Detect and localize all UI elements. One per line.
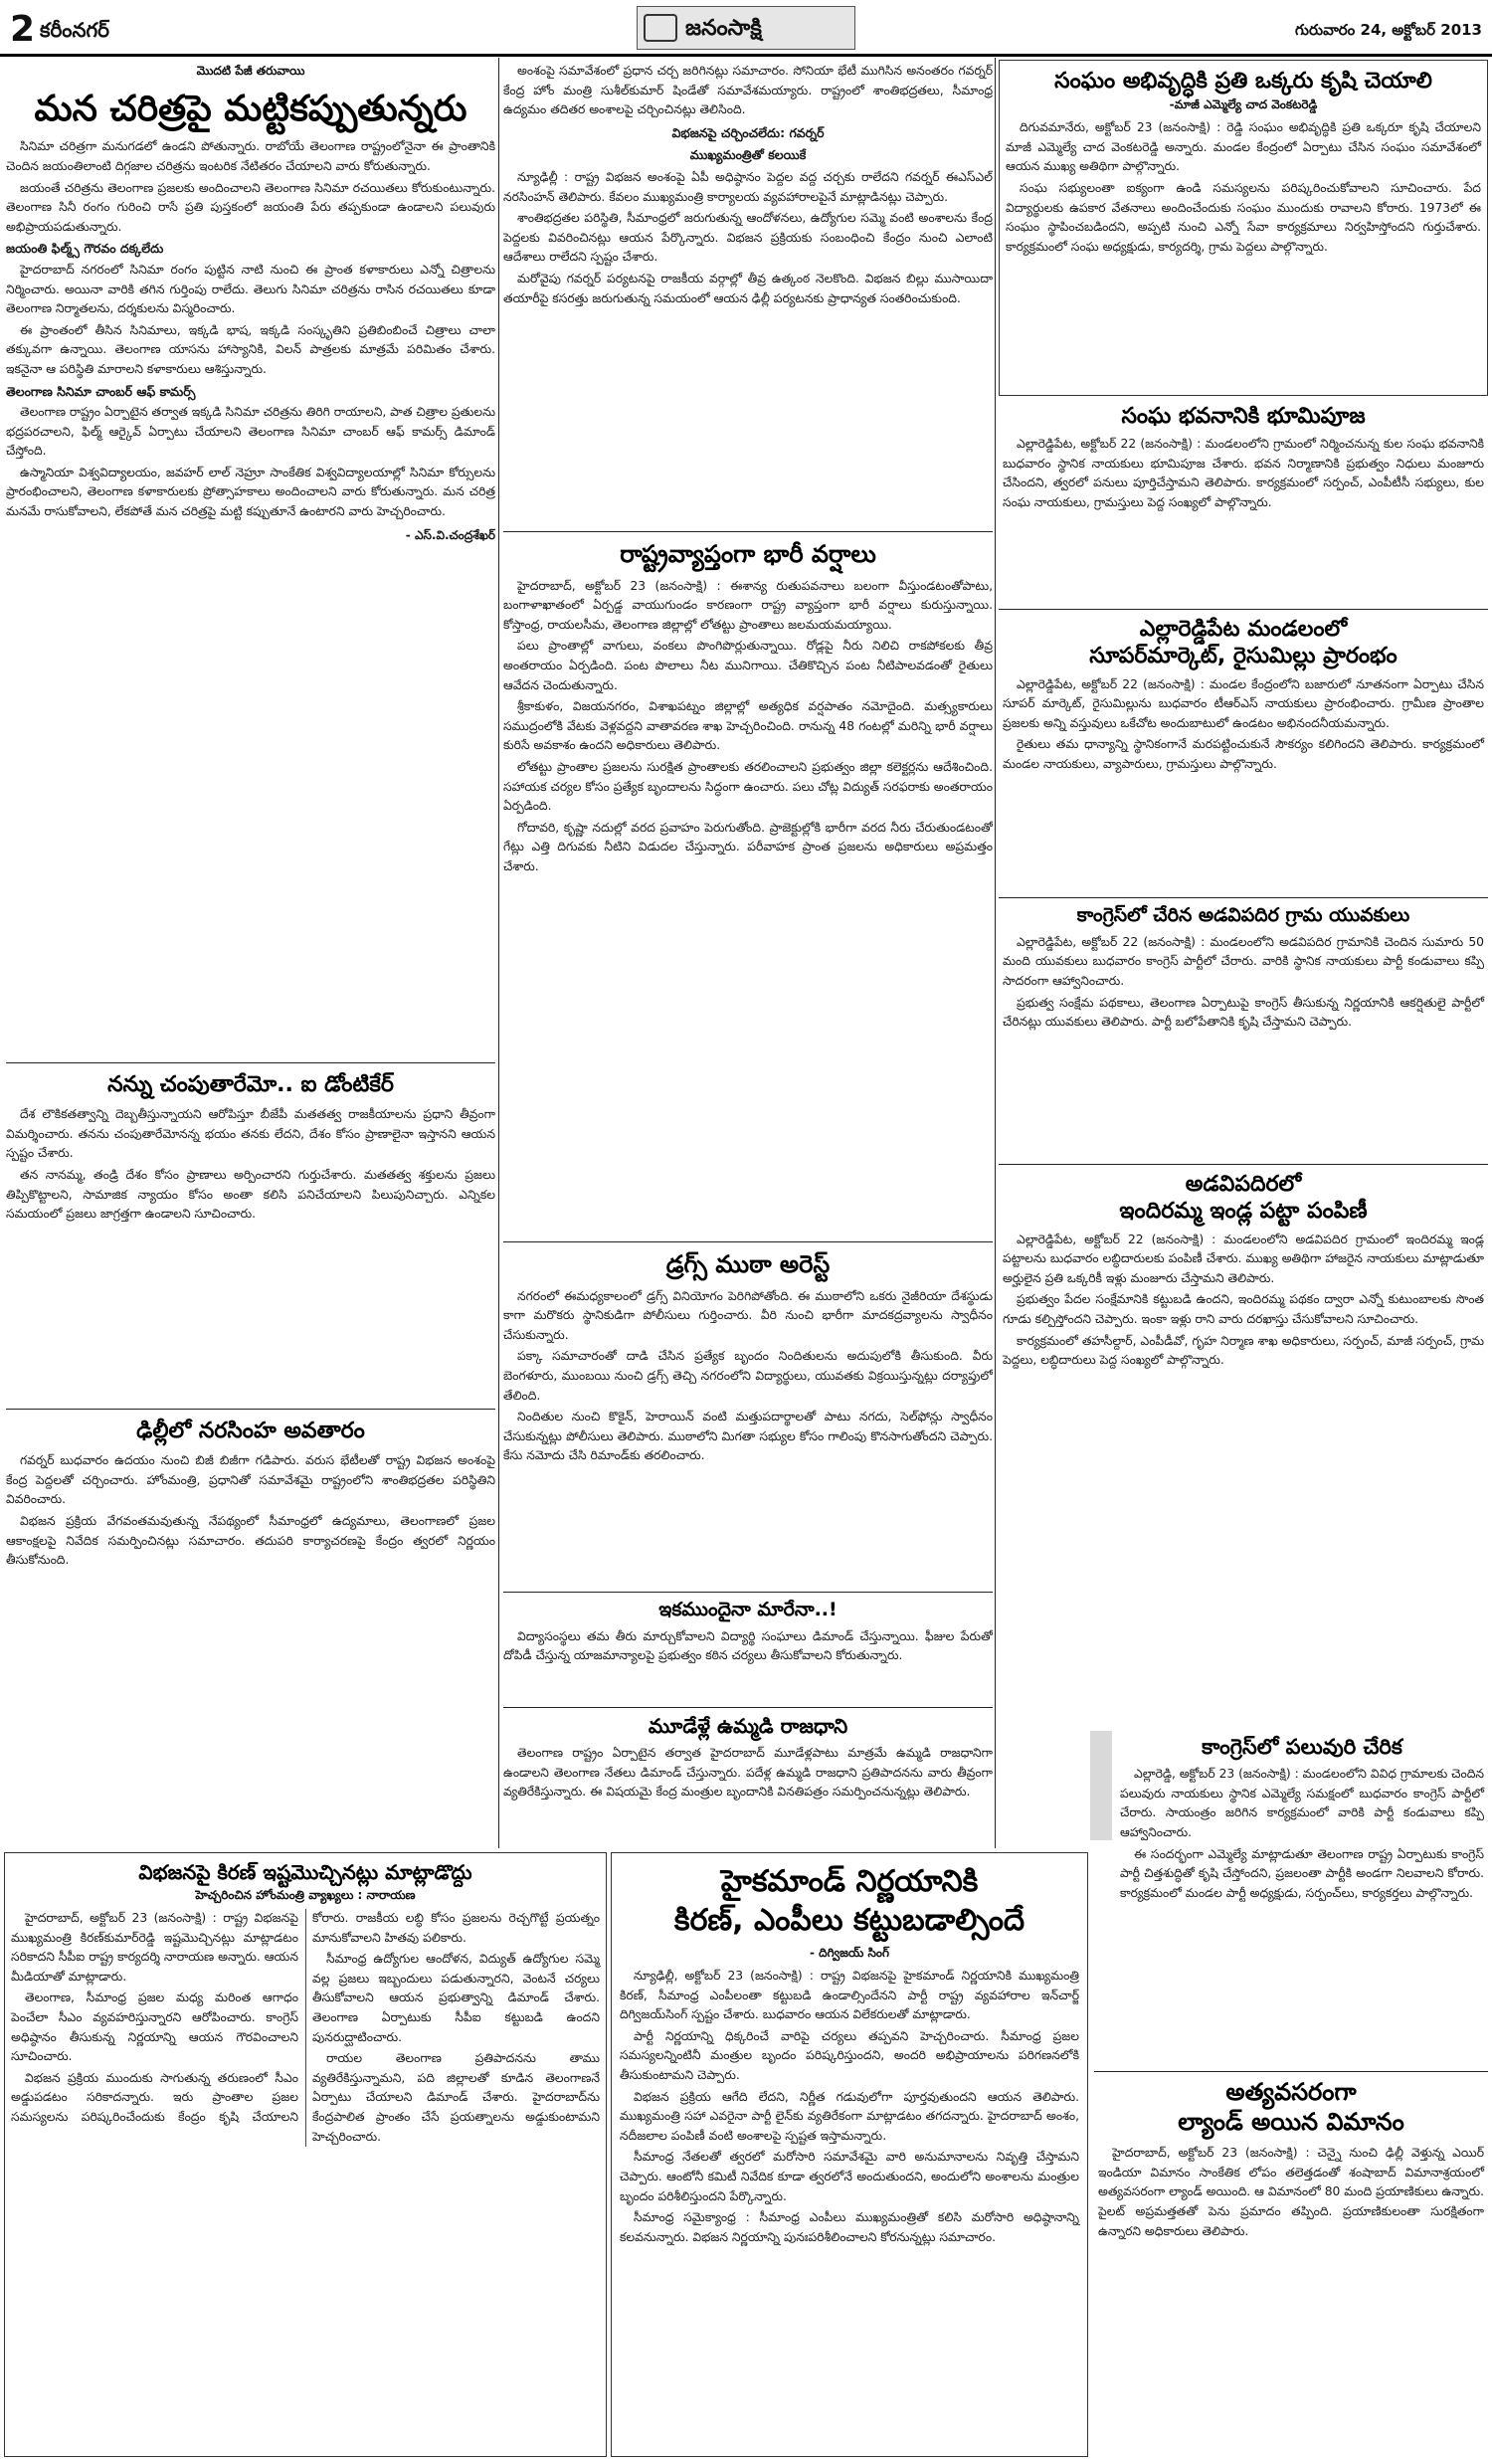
article-joining	[1116, 1731, 1488, 2069]
article-headline: విభజనపై కిరణ్ ఇష్టమొచ్చినట్లు మాట్లాడొద్దు	[138, 1860, 472, 1884]
article-subhead: విభజనపై చర్చించలేదు: గవర్నర్	[671, 124, 825, 140]
article-paragraph: జయంతే చరిత్రను తెలంగాణ ప్రజలకు అందించాలని తెలంగాణ సినిమా రచయితలు కోరుకుంటున్నారు. తెలంగాణ సినీ రంగం గురించి రాసే ప్రతి పుస్తకంలో జయంతి పేరు తప్పకుండా ఉండాలని పలువురు అభిప్రాయపడుతున్నారు.	[6, 180, 495, 234]
article-paragraph: హైదరాబాద్ నగరంలో సినిమా రంగం పుట్టిన నాటి నుంచి ఈ ప్రాంత కళాకారులు ఎన్నో చిత్రాలను నిర్మించారు. అయినా వారికి తగిన గుర్తింపు రాలేదు. తెలుగు సినిమా చరిత్రను రాసిన రచయితలు కూడా తెలంగాణ నిర్మాతలను, దర్శకులను విస్మరించారు.	[6, 262, 495, 316]
decorative-block	[1090, 1731, 1112, 1840]
article-paragraph: హైదరాబాద్, అక్టోబర్ 23 (జనంసాక్షి) : చెన్నై నుంచి ఢిల్లీ వెళ్తున్న ఎయిర్ ఇండియా విమానం సాంకేతిక లోపం తలెత్తడంతో శంషాబాద్ విమానాశ్రయంలో అత్యవసరంగా ల్యాండ్ అయింది. ఆ విమానంలో 80 మంది ప్రయాణికులు ఉన్నారు. పైలట్ అప్రమత్తతతో పెను ప్రమాదం తప్పింది. ప్రయాణికులంతా సురక్షితంగా ఉన్నారని అధికారులు తెలిపారు.	[1098, 2146, 1484, 2238]
issue-date: గురువారం 24, అక్టోబర్ 2013	[1295, 21, 1482, 39]
article-paragraph: దిగువమానేరు, అక్టోబర్ 23 (జనంసాక్షి) : రెడ్డి సంఘం అభివృద్ధికి ప్రతి ఒక్కరూ కృషి చేయాలని మాజీ ఎమ్మెల్యే చాద వెంకటరెడ్డి అన్నారు. మండల కేంద్రంలో ఏర్పాటు చేసిన సంఘం సమావేశంలో ఆయన ముఖ్య అతిథిగా పాల్గొన్నారు.	[1006, 120, 1481, 174]
article-paragraph: గవర్నర్ బుధవారం ఉదయం నుంచి బిజీ బిజీగా గడిపారు. వరుస భేటీలతో రాష్ట్ర విభజన అంశంపై కేంద్ర పెద్దలతో చర్చించారు. హోంమంత్రి, ప్రధానితో సమావేశమై రాష్ట్రంలోని శాంతిభద్రతల పరిస్థితిని వివరించారు.	[6, 1453, 495, 1507]
article-paragraph: ప్రభుత్వం పేదల సంక్షేమానికి కట్టుబడి ఉందని, ఇందిరమ్మ పథకం ద్వారా ఎన్నో కుటుంబాలకు సొంత గూడు కల్పిస్తోందని చెప్పారు. ఇంకా ఇళ్లు రాని వారు దరఖాస్తు చేసుకోవాలని సూచించారు.	[1003, 1292, 1484, 1326]
article-headline: సంఘం అభివృద్ధికి ప్రతి ఒక్కరు కృషి చెయాలి	[1054, 69, 1432, 94]
article-highcommand	[611, 1852, 1088, 2457]
article-headline: సూపర్‌మార్కెట్, రైసుమిల్లు ప్రారంభం	[1089, 644, 1398, 669]
article-byline: - ఎస్.వి.చంద్రశేఖర్	[405, 527, 495, 542]
article-headline: ఎల్లారెడ్డిపేట మండలంలో	[1139, 617, 1348, 642]
article-paragraph: పలు ప్రాంతాల్లో వాగులు, వంకలు పొంగిపొర్లుతున్నాయి. రోడ్లపై నీరు నిలిచి రాకపోకలకు తీవ్ర అంతరాయం ఏర్పడింది. పంట పొలాలు నీట మునిగాయి. చేతికొచ్చిన పంట నీటిపాలవడంతో రైతులు ఆవేదన చెందుతున్నారు.	[503, 639, 993, 692]
article-paragraph: తెలంగాణ రాష్ట్రం ఏర్పాటైన తర్వాత హైదరాబాద్ మూడేళ్లపాటు మాత్రమే ఉమ్మడి రాజధానిగా ఉండాలని తెలంగాణ నేతలు డిమాండ్ చేస్తున్నారు. పదేళ్ల ఉమ్మడి రాజధాని ప్రతిపాదనను వారు తీవ్రంగా వ్యతిరేకిస్తున్నారు. ఈ విషయమై కేంద్ర మంత్రుల బృందానికి వినతిపత్రం సమర్పించనున్నట్లు తెలిపారు.	[503, 1746, 993, 1800]
article-headline: ల్యాండ్ అయిన విమానం	[1178, 2107, 1404, 2136]
article-headline: హైకమాండ్ నిర్ణయానికి	[720, 1864, 979, 1899]
article-paragraph: సీమాంధ్ర సమైక్యాంధ్ర : సీమాంధ్ర ఎంపీలు ముఖ్యమంత్రితో కలిసి మరోసారి అధిష్ఠానాన్ని కలవనున్నారు. విభజన నిర్ణయాన్ని పునఃపరిశీలించాలని కోరనున్నట్లు సమాచారం.	[620, 2210, 1079, 2244]
logo-emblem-icon	[644, 14, 677, 42]
logo-text: జనంసాక్షి	[685, 16, 762, 41]
divider	[503, 1592, 993, 1593]
article-headline: డ్రగ్స్ ముఠా అరెస్ట్	[665, 1250, 831, 1278]
article-paragraph: న్యూఢిల్లీ, అక్టోబర్ 23 (జనంసాక్షి) : రాష్ట్ర విభజనపై హైకమాండ్ నిర్ణయానికి ముఖ్యమంత్రి కిరణ్, సీమాంధ్ర ఎంపీలంతా కట్టుబడి ఉండాల్సిందేనని పార్టీ రాష్ట్ర వ్యవహారాల ఇన్‌చార్జ్ దిగ్విజయ్‌సింగ్ స్పష్టం చేశారు. బుధవారం ఆయన విలేకరులతో మాట్లాడారు.	[620, 1969, 1079, 2022]
article-headline: మూడేళ్లే ఉమ్మడి రాజధాని	[648, 1714, 848, 1738]
divider	[503, 1707, 993, 1708]
article-paragraph: శ్రీకాకుళం, విజయనగరం, విశాఖపట్నం జిల్లాల్లో అత్యధిక వర్షపాతం నమోదైంది. మత్స్యకారులు సముద్రంలోకి వేటకు వెళ్లవద్దని వాతావరణ శాఖ హెచ్చరించింది. రానున్న 48 గంటల్లో మరిన్ని భారీ వర్షాలు కురిసే అవకాశం ఉందని అధికారులు తెలిపారు.	[503, 699, 993, 753]
article-paragraph: ప్రభుత్వ సంక్షేమ పథకాలు, తెలంగాణ ఏర్పాటుపై కాంగ్రెస్ తీసుకున్న నిర్ణయానికి ఆకర్షితులై పార్టీలో చేరినట్లు యువకులు తెలిపారు. పార్టీ బలోపేతానికి కృషి చేస్తామని చెప్పారు.	[1003, 995, 1484, 1030]
article-headline: నన్ను చంపుతారేమో.. ఐ డోంటికేర్	[107, 1072, 394, 1097]
article-headline: కిరణ్, ఎంపీలు కట్టుబడాల్సిందే	[673, 1902, 1026, 1938]
article-paragraph: విభజన ప్రక్రియ ముందుకు సాగుతున్న తరుణంలో సీఎం అడ్డుపడటం సరికాదన్నారు. ఇరు ప్రాంతాల ప్రజల సమస్యలను పరిష్కరించేందుకు కేంద్రం కృషి చేయాలని కోరారు. రాజకీయ లబ్ధి కోసం ప్రజలను రెచ్చగొట్టే ప్రయత్నం మానుకోవాలని హితవు పలికారు.	[11, 1911, 600, 2124]
newspaper-logo	[637, 6, 855, 50]
article-drugs	[503, 1245, 993, 1590]
article-paragraph: న్యూఢిల్లీ : రాష్ట్ర విభజన అంశంపై ఏపీ అధిష్ఠానం పెద్దల వద్ద చర్చకు రాలేదని గవర్నర్ ఈఎస్ఎల్ నరసింహన్ తెలిపారు. కేవలం ముఖ్యమంత్రి కార్యాలయ వ్యవహారాలపైనే మాట్లాడినట్లు చెప్పారు.	[503, 169, 993, 204]
article-paragraph: తెలంగాణ, సీమాంధ్ర ప్రజల మధ్య మరింత ఆగాధం పెంచేలా సీఎం వ్యవహరిస్తున్నారని ఆరోపించారు. కాంగ్రెస్ అధిష్ఠానం తీసుకున్న నిర్ణయాన్ని ఆయన గౌరవించాలని సూచించారు.	[11, 1990, 298, 2064]
article-paragraph: హైదరాబాద్, అక్టోబర్ 23 (జనంసాక్షి) : ఈశాన్య రుతుపవనాలు బలంగా వీస్తుండటంతోపాటు, బంగాళాఖాతంలో ఏర్పడ్డ వాయుగుండం కారణంగా రాష్ట్ర వ్యాప్తంగా భారీ వర్షాలు కురుస్తున్నాయి. కోస్తాంధ్ర, రాయలసీమ, తెలంగాణ జిల్లాల్లో లోతట్టు ప్రాంతాలు జలమయమయ్యాయి.	[503, 578, 993, 632]
article-paragraph: దేశ లౌకికతత్వాన్ని దెబ్బతీస్తున్నాయని ఆరోపిస్తూ బీజేపీ మతతత్వ రాజకీయాలను ప్రధాని తీవ్రంగా విమర్శించారు. తనను చంపుతారేమోనన్న భయం తనకు లేదని, దేశం కోసం ప్రాణాలైనా ఇస్తానని ఆయన స్పష్టం చేశారు.	[6, 1107, 495, 1161]
article-paragraph: తెలంగాణ రాష్ట్రం ఏర్పాటైన తర్వాత ఇక్కడి సినిమా చరిత్రను తిరిగి రాయాలని, పాత చిత్రాల ప్రతులను భద్రపరచాలని, ఫిల్మ్ ఆర్కైవ్ ఏర్పాటు చేయాలని తెలంగాణ సినిమా చాంబర్ ఆఫ్ కామర్స్ డిమాండ్ చేస్తోంది.	[6, 405, 495, 459]
divider	[503, 531, 993, 532]
article-paragraph: సీమాంధ్ర నేతలతో త్వరలో మరోసారి సమావేశమై వారి అనుమానాలను నివృత్తి చేస్తామని చెప్పారు. ఆంటోనీ కమిటీ నివేదిక కూడా త్వరలోనే అందుతుందని, అందులోని అంశాలను మంత్రుల బృందం పరిశీలిస్తుందని పేర్కొన్నారు.	[620, 2150, 1079, 2203]
article-paragraph: రాయల తెలంగాణ ప్రతిపాదనను తాము వ్యతిరేకిస్తున్నామని, పది జిల్లాలతో కూడిన తెలంగాణనే ఏర్పాటు చేయాలని డిమాండ్ చేశారు. హైదరాబాద్‌ను కేంద్రపాలిత ప్రాంతం చేసే ప్రయత్నాలను అడ్డుకుంటామని హెచ్చరించారు.	[312, 2051, 600, 2144]
article-paragraph: నగరంలో ఈమధ్యకాలంలో డ్రగ్స్ వినియోగం పెరిగిపోతోంది. ఈ ముఠాలోని ఒకరు నైజీరియా దేశస్థుడు కాగా మరొకరు స్థానికుడిగా పోలీసులు గుర్తించారు. వీరి నుంచి భారీగా మాదకద్రవ్యాలను స్వాధీనం చేసుకున్నారు.	[503, 1288, 993, 1342]
article-headline: మన చరిత్రపై మట్టికప్పుతున్నరు	[34, 89, 467, 129]
masthead	[0, 0, 1492, 58]
article-paragraph: విభజన ప్రక్రియ ఆగేది లేదని, నిర్ణీత గడువులోగా పూర్తవుతుందని ఆయన తెలిపారు. ముఖ్యమంత్రి సహా ఎవరైనా పార్టీ లైన్‌కు వ్యతిరేకంగా మాట్లాడటం తగదన్నారు. హైదరాబాద్ అంశం, నదీజలాల పంపిణీ వంటి అంశాలపై స్పష్టత ఇస్తామన్నారు.	[620, 2089, 1079, 2143]
divider	[999, 1164, 1488, 1165]
article-paragraph: ఎల్లారెడ్డిపేట, అక్టోబర్ 22 (జనంసాక్షి) : మండలంలోని అడవిపదిర గ్రామంలో ఇందిరమ్మ ఇండ్ల పట్టాలను బుధవారం లబ్ధిదారులకు పంపిణీ చేశారు. ముఖ్య అతిథిగా హాజరైన నాయకులు మాట్లాడుతూ అర్హులైన ప్రతి ఒక్కరికీ ఇళ్లు మంజూరు చేస్తామని తెలిపారు.	[1003, 1232, 1484, 1285]
article-headline: ఇందిరమ్మ ఇండ్ల పట్టా పంపిణీ	[1119, 1199, 1368, 1225]
article-paragraph: మరోవైపు గవర్నర్ పర్యటనపై రాజకీయ వర్గాల్లో తీవ్ర ఉత్కంఠ నెలకొంది. విభజన బిల్లు ముసాయిదా తయారీపై కసరత్తు జరుగుతున్న సమయంలో ఆయన ఢిల్లీ పర్యటనకు ప్రాధాన్యత సంతరించుకుంది.	[503, 271, 993, 305]
article-paragraph: పార్టీ నిర్ణయాన్ని ధిక్కరించే వారిపై చర్యలు తప్పవని హెచ్చరించారు. సీమాంధ్ర ప్రజల సమస్యలన్నింటినీ మంత్రుల బృందం పరిష్కరిస్తుందని, అందరి అభిప్రాయాలను పరిగణనలోకి తీసుకుంటామని చెప్పారు.	[620, 2028, 1079, 2082]
article-rains	[503, 535, 993, 1239]
article-paragraph: సినిమా చరిత్రగా మనుగడలో ఉండని పోతున్నారు. రాబోయే తెలంగాణ రాష్ట్రంలోనైనా ఈ ప్రాంతానికి చెందిన జయంతిలాంటి దిగ్గజాల చరిత్రను ఇంటరిక నేటితరం చేయాలని వారు కోరుతున్నారు.	[6, 139, 495, 173]
article-headline: అత్యవసరంగా	[1225, 2078, 1357, 2106]
article-paragraph: నిందితుల నుంచి కొకైన్, హెరాయిన్ వంటి మత్తుపదార్థాలతో పాటు నగదు, సెల్‌ఫోన్లు స్వాధీనం చేసుకున్నట్లు పోలీసులు తెలిపారు. ముఠాలోని మిగతా సభ్యుల కోసం గాలింపు కొనసాగుతోందని చెప్పారు. కేసు నమోదు చేసి రిమాండ్‌కు తరలించారు.	[503, 1410, 993, 1463]
article-paragraph: లోతట్టు ప్రాంతాల ప్రజలను సురక్షిత ప్రాంతాలకు తరలించాలని ప్రభుత్వం జిల్లా కలెక్టర్లను ఆదేశించింది. సహాయక చర్యల కోసం ప్రత్యేక బృందాలను సిద్ధంగా ఉంచారు. పలు చోట్ల విద్యుత్ సరఫరాకు అంతరాయం ఏర్పడింది.	[503, 759, 993, 814]
article-paragraph: ఎల్లారెడ్డిపేట, అక్టోబర్ 22 (జనంసాక్షి) : మండలంలోని అడవిపదిర గ్రామానికి చెందిన సుమారు 50 మంది యువకులు బుధవారం కాంగ్రెస్ పార్టీలో చేరారు. వారికి స్థానిక నాయకులు పార్టీ కండువాలు కప్పి సాదరంగా ఆహ్వానించారు.	[1003, 934, 1484, 989]
article-subhead: జయంతి ఫిల్మ్స్ గౌరవం దక్కలేదు	[6, 241, 164, 257]
divider	[6, 1409, 495, 1410]
article-byline: -మాజీ ఎమ్మెల్యే చాద వెంకటరెడ్డి	[1169, 97, 1318, 112]
article-headline: రాష్ట్రవ్యాప్తంగా భారీ వర్షాలు	[620, 540, 876, 568]
article-delhi	[6, 1413, 495, 1691]
article-paragraph: హైదరాబాద్, అక్టోబర్ 23 (జనంసాక్షి) : రాష్ట్ర విభజనపై ముఖ్యమంత్రి కిరణ్‌కుమార్‌రెడ్డి ఇష్టమొచ్చినట్లు మాట్లాడటం సరికాదని సీపీఐ రాష్ట్ర కార్యదర్శి నారాయణ అన్నారు. ఆయన మీడియాతో మాట్లాడారు.	[11, 1911, 298, 1984]
divider	[503, 1241, 993, 1242]
article-kiran	[4, 1852, 607, 2457]
article-paragraph: తన నానమ్మ, తండ్రి దేశం కోసం ప్రాణాలు అర్పించారని గుర్తుచేశారు. మతతత్వ శక్తులను ప్రజలు తిప్పికొట్టాలని, సామాజిక న్యాయం కోసం అంతా కలిసి పనిచేయాలని పిలుపునిచ్చారు. ఎన్నికల సమయంలో ప్రజలు జాగ్రత్తగా ఉండాలని సూచించారు.	[6, 1168, 495, 1222]
divider	[999, 609, 1488, 610]
article-capital	[503, 1711, 993, 1850]
article-paragraph: అంశంపై సమావేశంలో ప్రధాన చర్చ జరిగినట్లు సమాచారం. సోనియా భేటీ ముగిసిన అనంతరం గవర్నర్ కేంద్ర హోం మంత్రి సుశీల్‌కుమార్ షిండేతో సమావేశమయ్యారు. రాష్ట్రంలో శాంతిభద్రతలు, సీమాంధ్ర ఉద్యమం తదితర అంశాలపై చర్చించినట్లు తెలిసింది.	[503, 64, 993, 117]
article-headline: ఢిల్లీలో నరసింహ అవతారం	[136, 1419, 365, 1443]
article-paragraph: రైతులు తమ ధాన్యాన్ని స్థానికంగానే మరపట్టించుకునే సౌకర్యం కలిగిందని తెలిపారు. కార్యక్రమంలో మండల నాయకులు, వ్యాపారులు, గ్రామస్తులు పాల్గొన్నారు.	[1003, 737, 1484, 771]
article-headline: కాంగ్రెస్‌లో చేరిన అడవిపదిర గ్రామ యువకులు	[1076, 904, 1410, 926]
article-change	[503, 1596, 993, 1705]
article-paragraph: పక్కా సమాచారంతో దాడి చేసిన ప్రత్యేక బృందం నిందితులను అదుపులోకి తీసుకుంది. వీరు బెంగళూరు, ముంబయి నుంచి డ్రగ్స్ తెచ్చి నగరంలోని విద్యార్థులు, యువతకు విక్రయిస్తున్నట్లు దర్యాప్తులో తేలింది.	[503, 1349, 993, 1403]
article-paragraph: ఈ ప్రాంతంలో తీసిన సినిమాలు, ఇక్కడి భాష, ఇక్కడి సంస్కృతిని ప్రతిబింబించే చిత్రాలు చాలా తక్కువగా ఉన్నాయి. తెలంగాణ యాసను హాస్యానికి, విలన్ పాత్రలకు మాత్రమే పరిమితం చేశారు. ఇకనైనా ఆ పరిస్థితి మారాలని కళాకారులు ఆశిస్తున్నారు.	[6, 322, 495, 376]
article-dontcare	[6, 1066, 495, 1407]
masthead-rule	[0, 54, 1492, 57]
article-paragraph: విద్యాసంస్థలు తమ తీరు మార్చుకోవాలని విద్యార్థి సంఘాలు డిమాండ్ చేస్తున్నాయి. ఫీజుల పేరుతో దోపిడీ చేస్తున్న యాజమాన్యాలపై ప్రభుత్వం కఠిన చర్యలు తీసుకోవాలని కోరుతున్నారు.	[503, 1628, 993, 1663]
article-kicker: మొదటి పేజీ తరువాయి	[196, 64, 305, 78]
article-paragraph: శాంతిభద్రతల పరిస్థితి, సీమాంధ్రలో జరుగుతున్న ఆందోళనలు, ఉద్యోగుల సమ్మె వంటి అంశాలను కేంద్ర పెద్దలకు వివరించినట్లు ఆయన పేర్కొన్నారు. విభజన ప్రక్రియకు సంబంధించి కేంద్రం నుంచి ఎలాంటి ఆదేశాలు రాలేదని స్పష్టం చేశారు.	[503, 211, 993, 265]
article-paragraph: విభజన ప్రక్రియ వేగవంతమవుతున్న నేపథ్యంలో సీమాంధ్రలో ఉద్యమాలు, తెలంగాణలో ప్రజల ఆకాంక్షలపై నివేదిక సమర్పించినట్లు సమాచారం. తదుపరి కార్యాచరణపై కేంద్రం త్వరలో నిర్ణయం తీసుకోనుంది.	[6, 1514, 495, 1568]
article-byline: - దిగ్విజయ్ సింగ్	[810, 1946, 889, 1960]
article-subhead: ముఖ్యమంత్రితో కలయికే	[689, 147, 807, 163]
article-paragraph: ఎల్లారెడ్డి, అక్టోబర్ 23 (జనంసాక్షి) : మండలంలోని వివిధ గ్రామాలకు చెందిన పలువురు నాయకులు స్థానిక ఎమ్మెల్యే సమక్షంలో బుధవారం కాంగ్రెస్ పార్టీలో చేరారు. సాయంత్రం జరిగిన కార్యక్రమంలో వారికి పార్టీ కండువాలు కప్పి ఆహ్వానించారు.	[1120, 1767, 1485, 1839]
article-history	[6, 62, 495, 1060]
article-headline: ఇకముందైనా మారేనా..!	[658, 1599, 838, 1620]
article-headline: కాంగ్రెస్‌లో పలువురి చేరిక	[1202, 1735, 1402, 1759]
edition-name: కరీంనగర్	[40, 18, 109, 42]
article-plane	[1094, 2075, 1488, 2457]
divider	[6, 1062, 495, 1063]
page-number: 2	[10, 9, 36, 50]
article-sangham	[999, 60, 1488, 396]
article-youth	[999, 901, 1488, 1162]
article-paragraph: ఎల్లారెడ్డిపేట, అక్టోబర్ 22 (జనంసాక్షి) : మండలంలోని గ్రామంలో నిర్మించనున్న కుల సంఘ భవనానికి బుధవారం స్థానిక నాయకులు భూమిపూజ చేశారు. భవన నిర్మాణానికి ప్రభుత్వం నిధులు మంజూరు చేసిందని, త్వరలో పనులు పూర్తిచేస్తామని తెలిపారు. కార్యక్రమంలో సర్పంచ్, ఎంపీటీసీ సభ్యులు, కుల సంఘ నాయకులు, గ్రామస్తులు పెద్ద సంఖ్యలో పాల్గొన్నారు.	[1003, 437, 1484, 510]
article-governor	[503, 62, 993, 529]
article-subhead: తెలంగాణ సినిమా చాంబర్ ఆఫ్ కామర్స్	[6, 383, 196, 399]
article-paragraph: ఎల్లారెడ్డిపేట, అక్టోబర్ 22 (జనంసాక్షి) : మండల కేంద్రంలోని బజారులో నూతనంగా ఏర్పాటు చేసిన సూపర్ మార్కెట్, రైసుమిల్లును బుధవారం టీఆర్ఎస్ నాయకులు ప్రారంభించారు. గ్రామీణ ప్రాంతాల ప్రజలకు అన్ని వస్తువులు ఒకేచోట అందుబాటులో ఉండటం అభినందనీయమన్నారు.	[1003, 676, 1484, 730]
article-paragraph: కార్యక్రమంలో తహసీల్దార్, ఎంపీడీవో, గృహ నిర్మాణ శాఖ అధికారులు, సర్పంచ్, మాజీ సర్పంచ్, గ్రామ పెద్దలు, లబ్ధిదారులు పెద్ద సంఖ్యలో పాల్గొన్నారు.	[1003, 1333, 1484, 1368]
article-paragraph: గోదావరి, కృష్ణా నదుల్లో వరద ప్రవాహం పెరుగుతోంది. ప్రాజెక్టుల్లోకి భారీగా వరద నీరు చేరుతుండటంతో గేట్లు ఎత్తి దిగువకు నీటిని విడుదల చేస్తున్నారు. పరీవాహక ప్రాంత ప్రజలను అధికారులు అప్రమత్తం చేశారు.	[503, 820, 993, 873]
article-paragraph: సీమాంధ్ర ఉద్యోగుల ఆందోళన, విద్యుత్ ఉద్యోగుల సమ్మె వల్ల ప్రజలు ఇబ్బందులు పడుతున్నారని, వెంటనే చర్యలు తీసుకోవాలని ఆయన ప్రభుత్వాన్ని డిమాండ్ చేశారు. తెలంగాణ ఏర్పాటుకు సీపీఐ కట్టుబడి ఉందని పునరుద్ఘాటించారు.	[312, 1952, 600, 2044]
article-indiramma	[999, 1168, 1488, 1725]
article-headline: సంఘ భవనానికి భూమిపూజ	[1121, 404, 1366, 429]
article-paragraph: సంఘ సభ్యులంతా ఐక్యంగా ఉండి సమస్యలను పరిష్కరించుకోవాలని సూచించారు. పేద విద్యార్థులకు ఉపకార వేతనాలు అందించేందుకు సంఘం ముందుకు రావాలని కోరారు. 1973లో ఈ సంఘం స్థాపించబడిందని, అప్పటి నుంచి ఎన్నో సేవా కార్యక్రమాలు నిర్వహిస్తోందని గుర్తుచేశారు. కార్యక్రమంలో సంఘ అధ్యక్షుడు, కార్యదర్శి, గ్రామ పెద్దలు పాల్గొన్నారు.	[1006, 181, 1481, 254]
article-supermarket	[999, 613, 1488, 895]
article-paragraph: ఈ సందర్భంగా ఎమ్మెల్యే మాట్లాడుతూ తెలంగాణ రాష్ట్ర ఏర్పాటుకు కాంగ్రెస్ పార్టీ చిత్తశుద్ధితో కృషి చేస్తోందని, ప్రజలంతా పార్టీకి అండగా నిలవాలని కోరారు. కార్యక్రమంలో మండల పార్టీ అధ్యక్షుడు, సర్పంచ్‌లు, కార్యకర్తలు పాల్గొన్నారు.	[1120, 1846, 1484, 1900]
article-byline: హెచ్చరించిన హోంమంత్రి వ్యాఖ్యలు : నారాయణ	[195, 1888, 416, 1902]
column-rule	[498, 58, 499, 1848]
article-headline: అడవిపదిరలో	[1185, 1172, 1302, 1197]
article-bhoomi	[999, 400, 1488, 607]
divider	[999, 897, 1488, 898]
article-paragraph: ఉస్మానియా విశ్వవిద్యాలయం, జవహర్ లాల్ నెహ్రూ సాంకేతిక విశ్వవిద్యాలయాల్లో సినిమా కోర్సులను ప్రారంభించాలని, తెలంగాణ కళాకారులకు ప్రోత్సాహకాలు అందించాలని వారు కోరుతున్నారు. మన చరిత్ర మనమే రాసుకోవాలని, లేకపోతే మన చరిత్రపై మట్టి కప్పుతూనే ఉంటారని వారు హెచ్చరించారు.	[6, 465, 495, 519]
divider	[1094, 2071, 1488, 2072]
column-rule	[995, 58, 996, 1848]
